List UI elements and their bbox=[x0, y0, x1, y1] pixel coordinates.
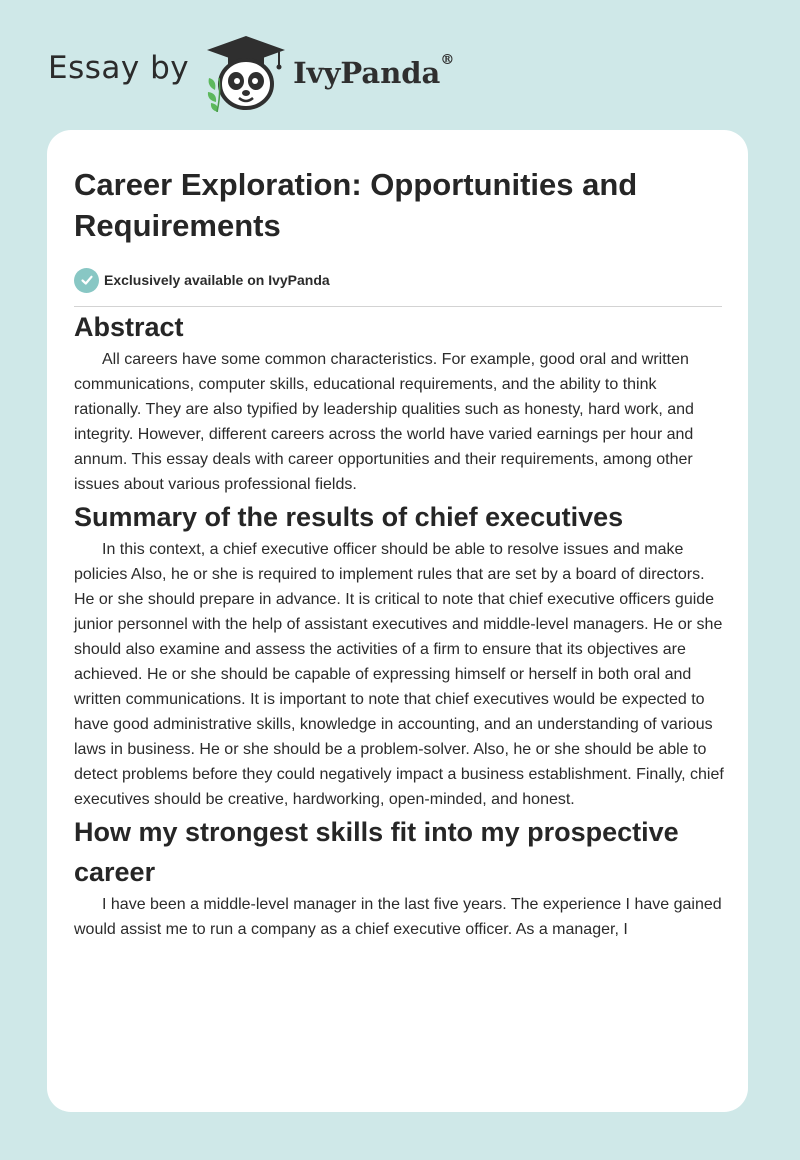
exclusive-label: Exclusively available on IvyPanda bbox=[104, 272, 330, 288]
ivypanda-logo[interactable] bbox=[48, 32, 454, 112]
article-card bbox=[47, 130, 748, 1112]
page-title: Career Exploration: Opportunities and Requirements bbox=[74, 167, 638, 243]
section-body-skills: I have been a middle-level manager in the last five years. The experience I have gained would assist me to run a company as a chief executive officer. As a manager, I bbox=[74, 896, 722, 938]
checkmark-icon bbox=[74, 268, 99, 293]
logo-essay-by-text: Essay by bbox=[48, 50, 190, 86]
logo-brand-text: IvyPanda bbox=[293, 56, 441, 90]
section-body-abstract: All careers have some common characteristics. For example, good oral and written communications, computer skills, educational requirements, and the ability to think rationally. They are also typified by leadership qualities such as honesty, hard work, and integrity. However, different careers across the world have varied earnings per hour and annum. This essay deals with career opportunities and their requirements, among other issues about various professional fields. bbox=[74, 351, 694, 493]
registered-mark: ® bbox=[440, 52, 455, 68]
article-content bbox=[74, 164, 724, 942]
section-heading-abstract: Abstract bbox=[74, 312, 184, 342]
exclusive-badge bbox=[74, 267, 724, 293]
panda-graduate-icon bbox=[201, 32, 291, 112]
section-heading-summary: Summary of the results of chief executives bbox=[74, 502, 624, 532]
section-body-summary: In this context, a chief executive officer should be able to resolve issues and make policies Also, he or she is required to implement rules that are set by a board of directors. He or she should prepare in advance. It is critical to note that chief executive officers guide junior personnel with the help of assistant executives and middle-level managers. He or she should also examine and assess the activities of a firm to ensure that its objectives are achieved. He or she should be capable of expressing himself or herself in both oral and written communications. It is important to note that chief executives would be expected to have good administrative skills, knowledge in accounting, and an understanding of various laws in business. He or she should be a problem-solver. Also, he or she should be able to detect problems before they could negatively impact a business establishment. Finally, chief executives should be creative, hardworking, open-minded, and honest. bbox=[74, 541, 724, 808]
section-heading-skills: How my strongest skills fit into my prospective career bbox=[74, 817, 679, 887]
site-header bbox=[0, 0, 800, 130]
logo-brand-name bbox=[293, 52, 455, 90]
